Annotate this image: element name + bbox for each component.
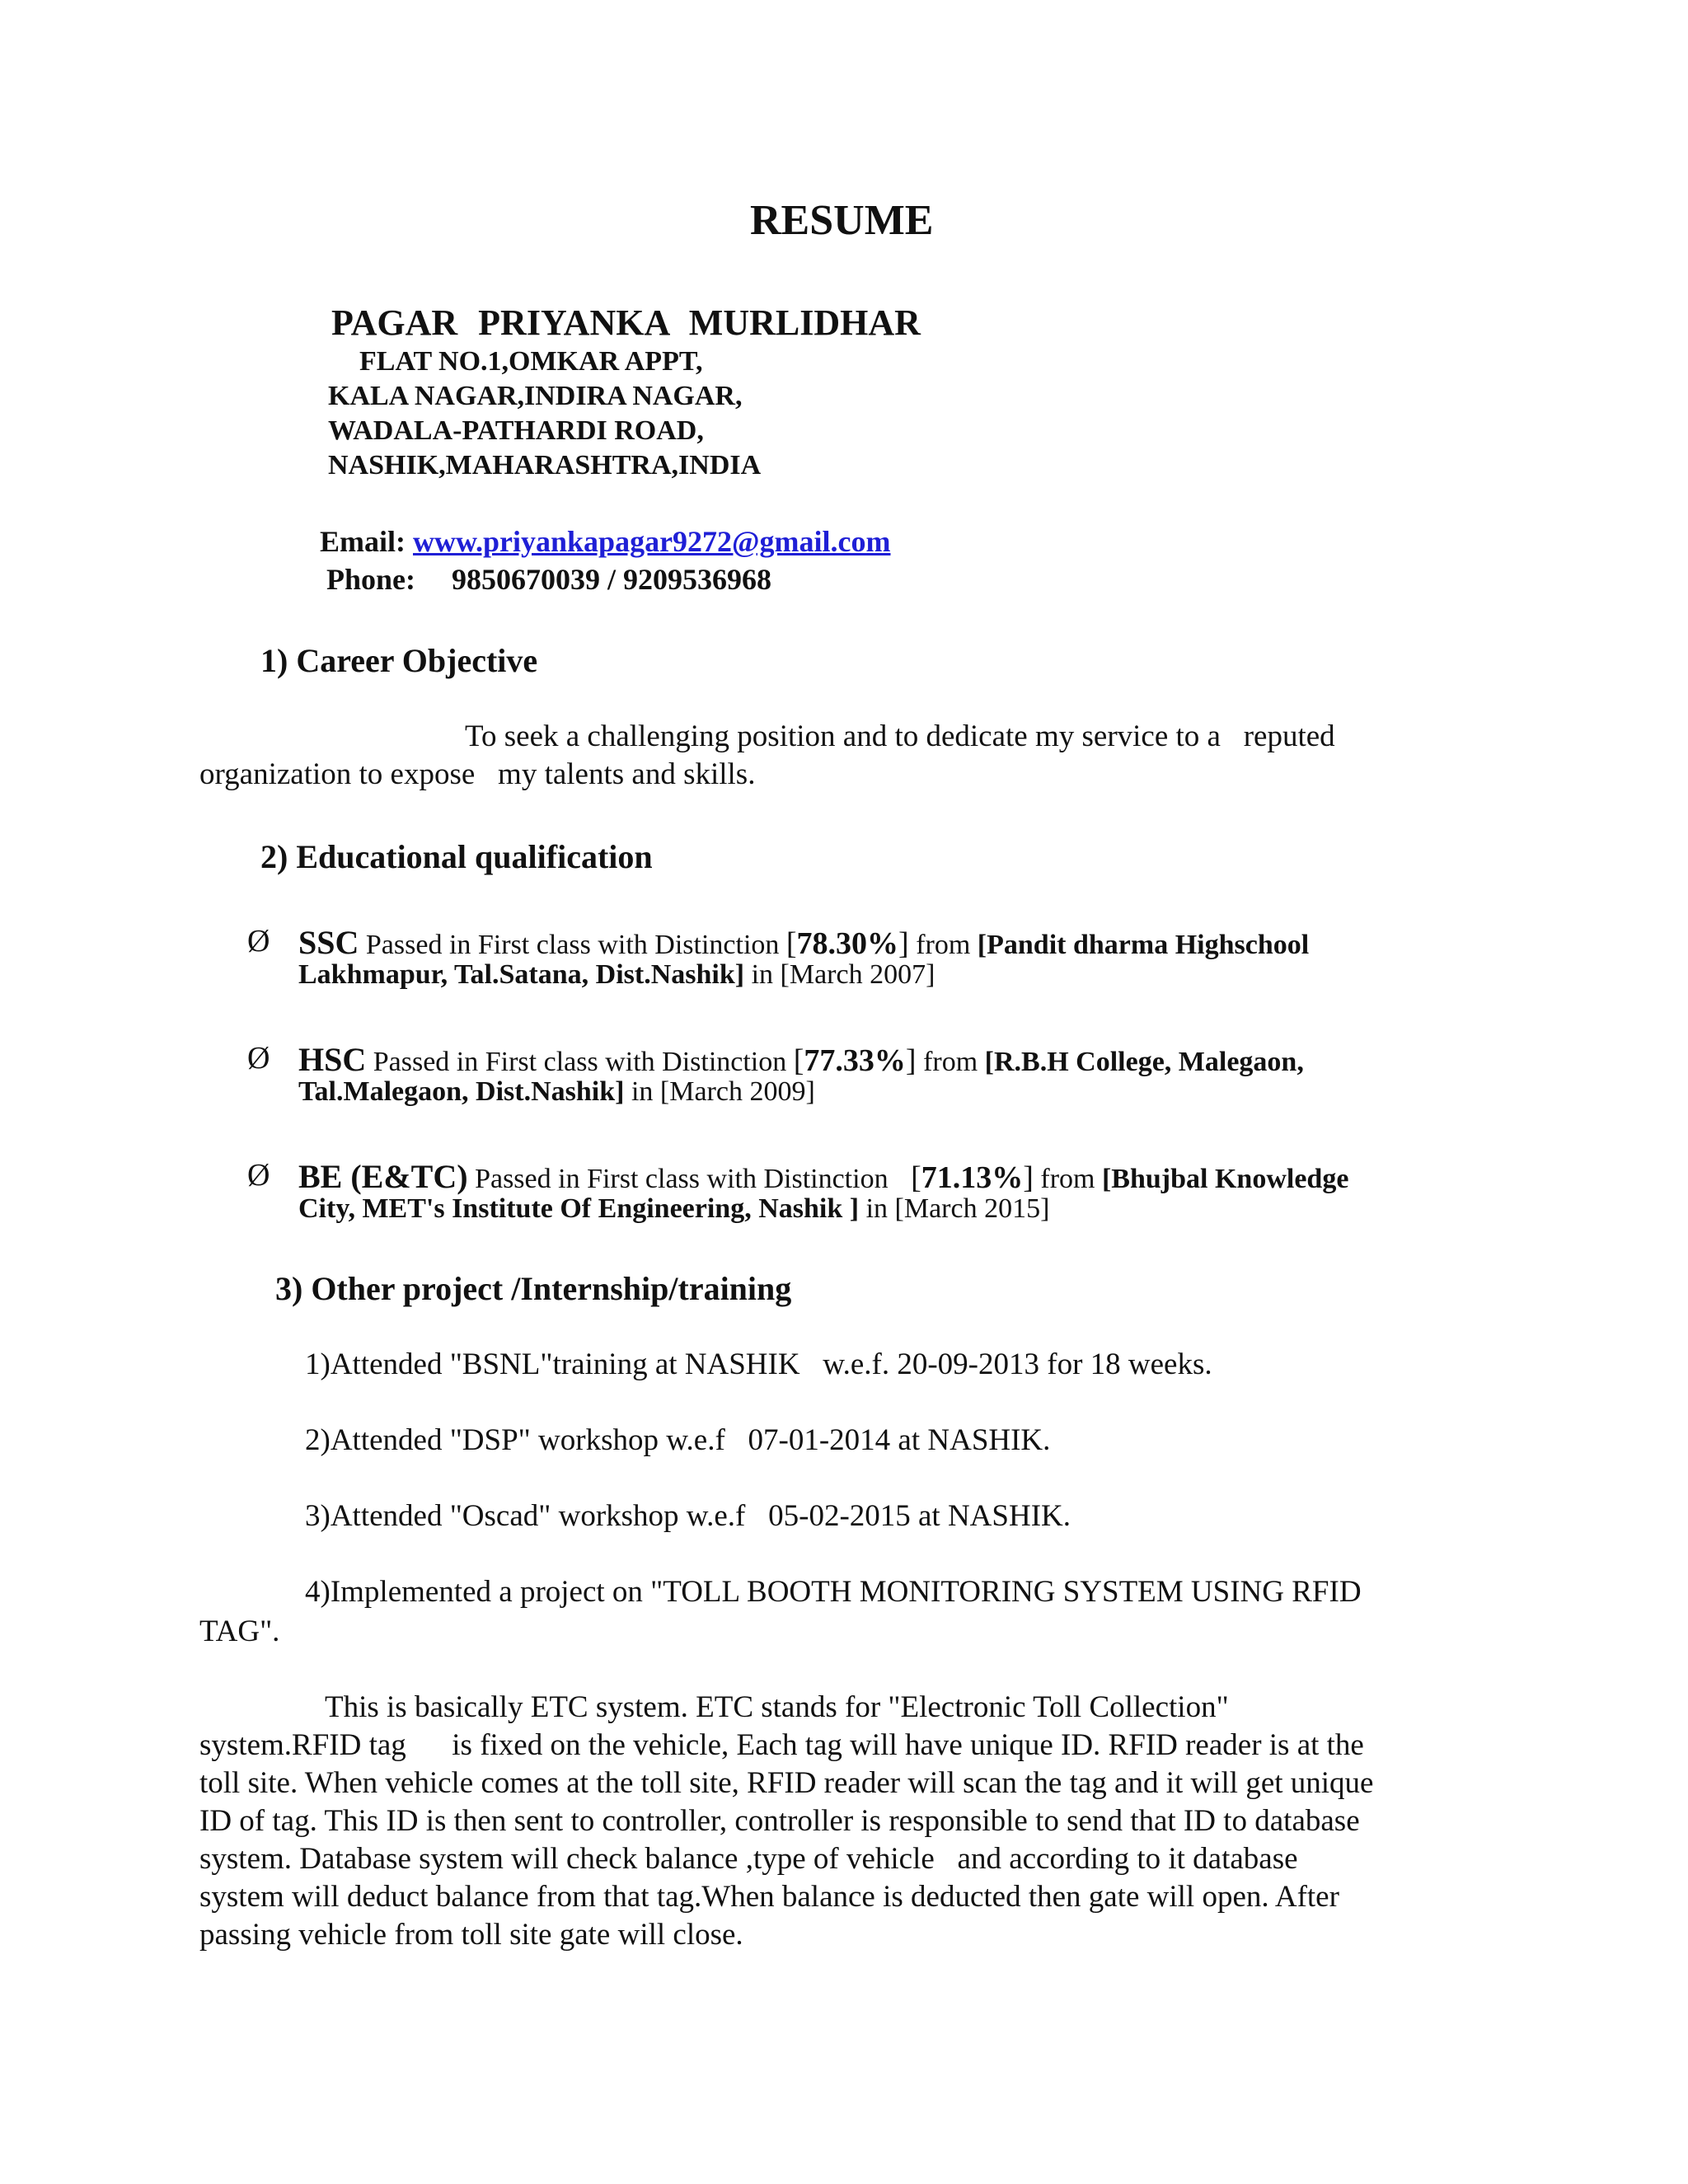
career-objective-line-1: To seek a challenging position and to dedicate my service to a reputed	[465, 719, 1335, 753]
from-word: from	[923, 1047, 978, 1077]
candidate-name: PAGAR PRIYANKA MURLIDHAR	[331, 302, 921, 343]
degree-percentage: 78.30%	[796, 926, 899, 961]
email-link[interactable]: www.priyankapagar9272@gmail.com	[413, 525, 891, 558]
bullet-arrow-icon: Ø	[247, 1158, 270, 1193]
education-line-1: HSC Passed in First class with Distinction [77.33%] from [R.B.H College, Malegaon,	[298, 1041, 1304, 1078]
email-row	[320, 524, 891, 559]
project-description-line-6: system will deduct balance from that tag.When balance is deducted then gate will open. After	[199, 1880, 1339, 1914]
degree-percentage: 71.13%	[921, 1160, 1024, 1195]
completion-date: in [March 2007]	[751, 959, 935, 990]
project-description-line-2: system.RFID tag is fixed on the vehicle, Each tag will have unique ID. RFID reader is at the	[199, 1728, 1364, 1762]
institution-line-2: Tal.Malegaon, Dist.Nashik]	[298, 1076, 625, 1107]
education-line-1: BE (E&TC) Passed in First class with Distinction [71.13%] from [Bhujbal Knowledge	[298, 1158, 1349, 1195]
project-description-line-3: toll site. When vehicle comes at the toll site, RFID reader will scan the tag and it will get unique	[199, 1766, 1374, 1800]
project-description-line-7: passing vehicle from toll site gate will close.	[199, 1918, 743, 1952]
section-heading-projects: 3) Other project /Internship/training	[275, 1270, 792, 1307]
address-line-2: KALA NAGAR,INDIRA NAGAR,	[328, 381, 743, 411]
from-word: from	[916, 930, 971, 960]
project-item-1: 1)Attended "BSNL"training at NASHIK w.e.f. 20-09-2013 for 18 weeks.	[305, 1347, 1212, 1381]
project-item-4-line-2: TAG".	[199, 1615, 280, 1648]
project-description-line-4: ID of tag. This ID is then sent to controller, controller is responsible to send that ID to database	[199, 1804, 1360, 1838]
completion-date: in [March 2015]	[865, 1193, 1050, 1224]
completion-date: in [March 2009]	[631, 1076, 815, 1107]
project-item-2: 2)Attended "DSP" workshop w.e.f 07-01-2014 at NASHIK.	[305, 1423, 1051, 1457]
phone-label: Phone:	[326, 563, 415, 596]
address-line-1: FLAT NO.1,OMKAR APPT,	[359, 346, 703, 377]
degree-percentage: 77.33%	[804, 1043, 906, 1078]
phone-row	[326, 562, 771, 597]
institution-line-2: City, MET's Institute Of Engineering, Nashik ]	[298, 1193, 860, 1224]
address-line-3: WADALA-PATHARDI ROAD,	[328, 415, 704, 446]
degree-description: Passed in First class with Distinction	[373, 1047, 787, 1077]
phone-value: 9850670039 / 9209536968	[452, 563, 772, 596]
project-description-line-1: This is basically ETC system. ETC stands for "Electronic Toll Collection"	[325, 1690, 1229, 1724]
email-label: Email:	[320, 525, 406, 558]
career-objective-line-2: organization to expose my talents and skills.	[199, 757, 756, 791]
degree-description: Passed in First class with Distinction	[365, 930, 780, 960]
project-item-4-line-1: 4)Implemented a project on "TOLL BOOTH MONITORING SYSTEM USING RFID	[305, 1575, 1362, 1609]
degree-name: BE (E&TC)	[298, 1158, 468, 1195]
institution-line-2: Lakhmapur, Tal.Satana, Dist.Nashik]	[298, 959, 745, 990]
project-description-line-5: system. Database system will check balance ,type of vehicle and according to it database	[199, 1842, 1298, 1876]
bullet-arrow-icon: Ø	[247, 924, 270, 958]
address-line-4: NASHIK,MAHARASHTRA,INDIA	[328, 450, 762, 480]
education-line-2	[298, 959, 935, 991]
page-title: RESUME	[750, 197, 934, 244]
institution-line-1: [Bhujbal Knowledge	[1101, 1164, 1349, 1194]
project-item-3: 3)Attended "Oscad" workshop w.e.f 05-02-2015 at NASHIK.	[305, 1499, 1071, 1533]
institution-line-1: [Pandit dharma Highschool	[977, 930, 1310, 960]
education-line-2	[298, 1076, 815, 1108]
degree-name: SSC	[298, 924, 359, 961]
section-heading-education: 2) Educational qualification	[260, 838, 653, 875]
education-line-1: SSC Passed in First class with Distinction [78.30%] from [Pandit dharma Highschool	[298, 924, 1310, 961]
education-line-2	[298, 1193, 1049, 1225]
institution-line-1: [R.B.H College, Malegaon,	[984, 1047, 1304, 1077]
bullet-arrow-icon: Ø	[247, 1041, 270, 1076]
degree-name: HSC	[298, 1041, 367, 1078]
degree-description: Passed in First class with Distinction	[475, 1164, 889, 1194]
section-heading-career: 1) Career Objective	[260, 642, 538, 679]
from-word: from	[1040, 1164, 1095, 1194]
